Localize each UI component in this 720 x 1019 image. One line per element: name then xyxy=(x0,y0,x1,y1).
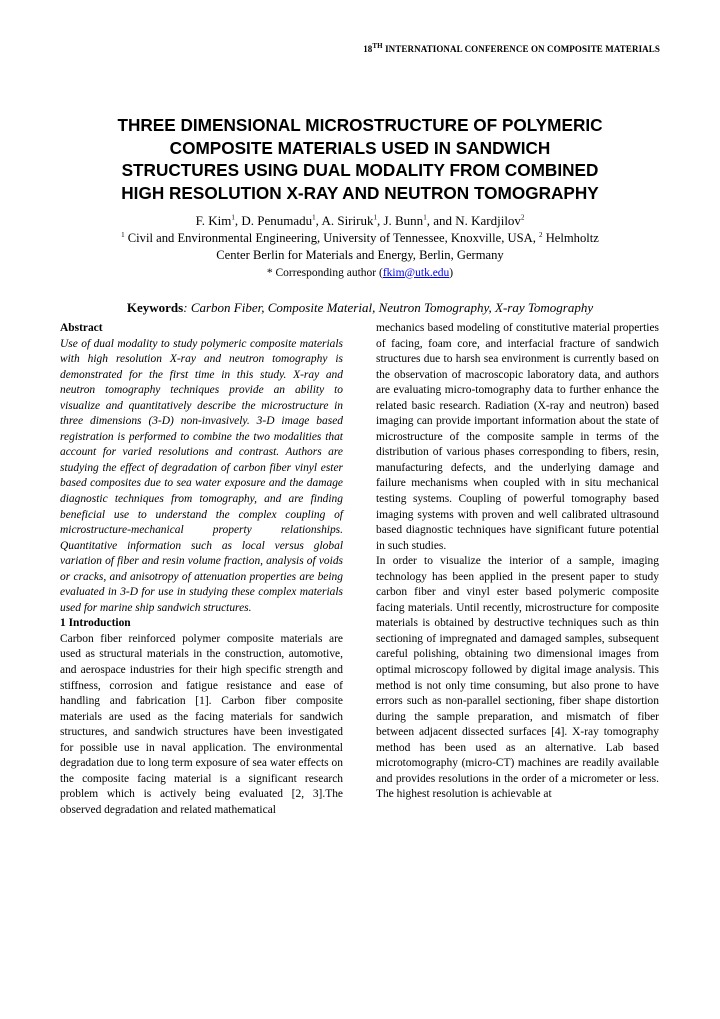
author-name: F. Kim xyxy=(195,213,232,228)
keywords xyxy=(0,300,720,316)
abstract-heading: Abstract xyxy=(60,322,103,334)
author-sep: , xyxy=(376,213,384,228)
abstract-text: Use of dual modality to study polymeric composite materials with high resolution X-ray and neutron tomography is demonstrated for the first time in this study. X-ray and neutron tomography techniques provide an ability to visualize and quantitatively describe the microstructure in three dimensions (3-D) non-invasively. 3-D image based registration is performed to combine the two modalities that account for varied resolutions and contrast. Authors are studying the effect of degradation of carbon fiber vinyl ester based composites due to sea water exposure and the damage diagnostic techniques from tomography, and are finding beneficial use to understand the complex coupling of microstructure-mechanical property relationships. Quantitative information such as local versus global variation of fiber and resin volume fraction, analysis of voids or cracks, and anisotropy of attenuation properties are being evaluated in 3-D for use in studying these complex materials used for marine ship sandwich structures. xyxy=(60,337,343,614)
author-affil-sup: 1 xyxy=(373,213,377,222)
author-block xyxy=(60,212,660,282)
right-column xyxy=(376,321,659,803)
corresponding-author xyxy=(60,265,660,283)
keywords-label: Keywords xyxy=(126,300,184,315)
affiliation-line xyxy=(60,230,660,248)
title-line: COMPOSITE MATERIALS USED IN SANDWICH xyxy=(169,137,551,158)
left-column xyxy=(60,321,343,819)
author-sep: , xyxy=(315,213,322,228)
keywords-text: : Carbon Fiber, Composite Material, Neutron Tomography, X-ray Tomography xyxy=(183,300,594,315)
affil-sup: 1 xyxy=(121,230,125,239)
author-name: N. Kardjilov xyxy=(455,213,521,228)
conference-name xyxy=(363,44,660,54)
paper-title xyxy=(80,114,640,204)
title-line: HIGH RESOLUTION X-RAY AND NEUTRON TOMOGRAPHY xyxy=(121,182,599,203)
intro-heading: 1 Introduction xyxy=(60,617,131,630)
intro-paragraph-1: Carbon fiber reinforced polymer composite materials are used as structural materials in the construction, automotive, and aerospace industries for their high specific strength and stiffness, corrosion and fatigue resistance and ease of handling and fabrication [1]. Carbon fiber composite materials are used as the facing materials for sandwich structures, and sandwich structures have been investigated for possible use in naval application. The environmental degradation due to long term exposure of sea water effects on the composite facing material is a significant research problem which is actively being evaluated [2, 3].The observed degradation and related mathematical xyxy=(60,632,343,816)
corr-email-link[interactable]: fkim@utk.edu xyxy=(382,266,450,279)
title-line: THREE DIMENSIONAL MICROSTRUCTURE OF POLYMERIC xyxy=(117,115,603,135)
author-name: J. Bunn xyxy=(383,213,424,228)
author-name: D. Penumadu xyxy=(241,213,313,228)
affil-sup: 2 xyxy=(539,230,543,239)
author-affil-sup: 1 xyxy=(423,213,427,222)
corr-suffix: ) xyxy=(449,266,454,279)
header-number: 18 xyxy=(363,44,373,54)
affiliation-2-cont: Center Berlin for Materials and Energy, Berlin, Germany xyxy=(216,248,504,262)
intro-paragraph-2: In order to visualize the interior of a sample, imaging technology has been applied in the present paper to study carbon fiber and vinyl ester based polymeric composite facing materials. Until recently, microstructure for composite materials is obtained by destructive techniques such as thin sectioning of impregnated and damaged samples, subsequent careful polishing, obtaining two dimensional images from optimal microscopy followed by digital image analysis. This method is not only time consuming, but also prone to have errors such as non-parallel sectioning, fiber shape distortion during the sample preparation, and mismatch of fiber between adjacent dissected surfaces [4]. X-ray tomography method has been used as an alternative. Lab based microtomography (micro-CT) machines are readily available and provides resolutions in the order of a micrometer or less. The highest resolution is achievable at xyxy=(376,555,659,801)
affiliation-1: Civil and Environmental Engineering, University of Tennessee, Knoxville, USA, xyxy=(124,230,540,245)
author-sep: , xyxy=(234,213,242,228)
author-list xyxy=(60,212,660,230)
header-text: INTERNATIONAL CONFERENCE ON COMPOSITE MATERIALS xyxy=(382,44,660,54)
header-ordinal: TH xyxy=(372,42,383,50)
corr-prefix: * Corresponding author ( xyxy=(266,266,383,279)
title-line: STRUCTURES USING DUAL MODALITY FROM COMBINED xyxy=(121,160,599,180)
author-affil-sup: 1 xyxy=(231,213,235,222)
author-name: A. Siriruk xyxy=(321,213,374,228)
author-sep: , and xyxy=(426,213,456,228)
intro-paragraph-1-cont: mechanics based modeling of constitutive material properties of facing, foam core, and interfacial fracture of sandwich structures due to harsh sea environment is currently based on the observation of macroscopic laboratory data, and authors are evaluating micro-tomography data to further enhance the related basic research. Radiation (X-ray and neutron) based imaging can provide important information about the state of microstructure of the composite sample in terms of the distribution of various phases corresponding to fibers, resin, manufacturing defects, and the underlying damage and failure mechanisms when coupled with in situ mechanical testing systems. Coupling of powerful tomography based imaging systems with proven and well calibrated ultrasound based diagnostic techniques have significant future potential in such studies. xyxy=(376,322,659,552)
affiliation-2: Helmholtz xyxy=(542,230,599,245)
author-affil-sup: 2 xyxy=(520,213,525,222)
author-affil-sup: 1 xyxy=(312,213,316,222)
